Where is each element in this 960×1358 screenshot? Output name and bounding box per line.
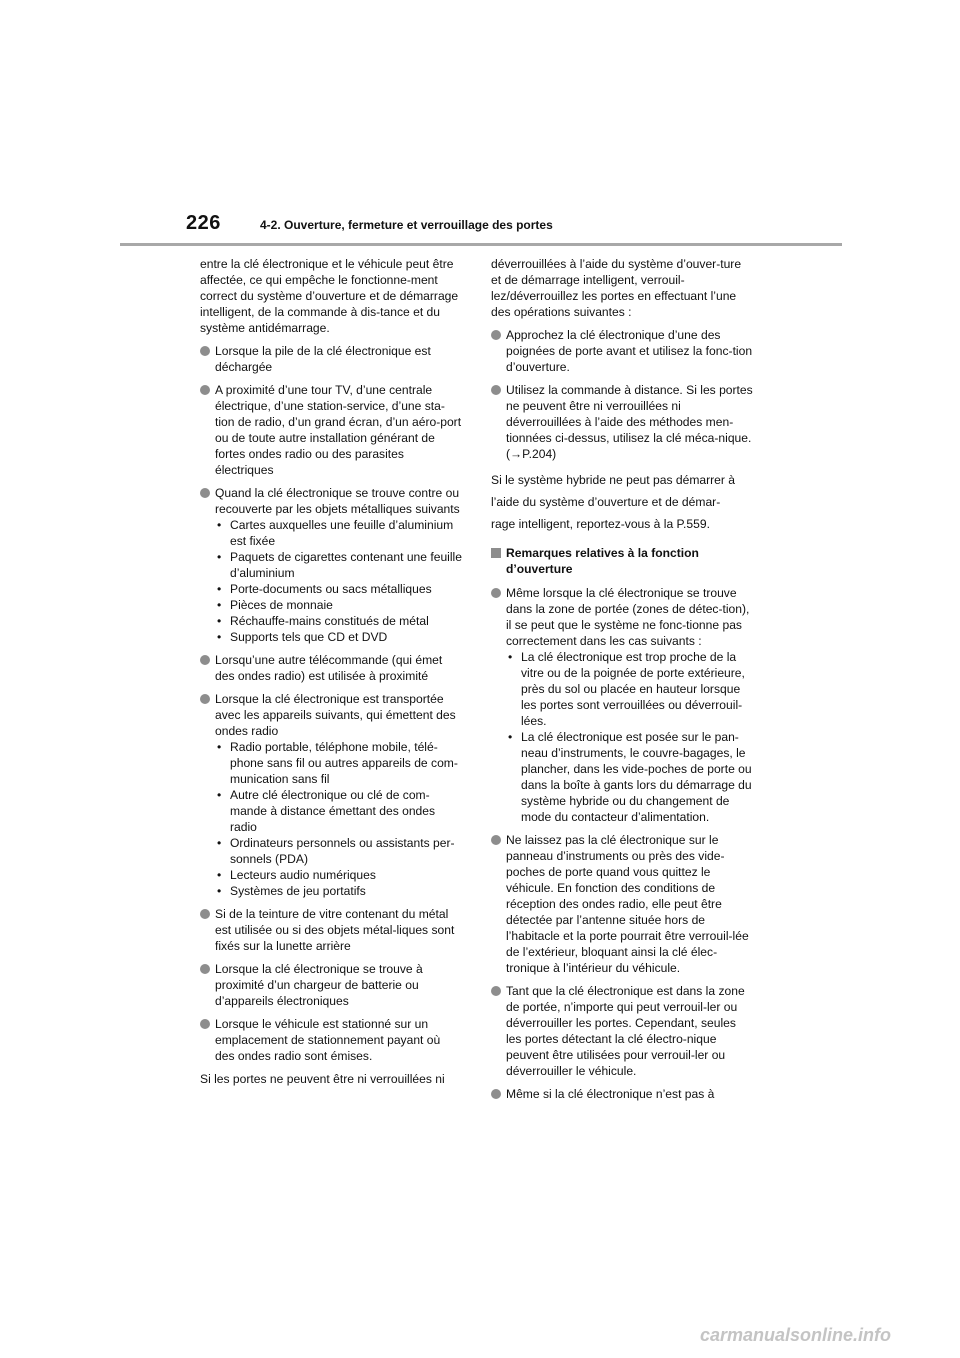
bullet-item	[200, 382, 462, 478]
bullet-item	[491, 327, 753, 375]
sub-item: • Systèmes de jeu portatifs	[217, 884, 366, 898]
bullet-item	[491, 382, 753, 462]
bullet-dot-icon	[200, 909, 210, 919]
sub-item-text: Réchauffe-mains constitués de métal	[230, 614, 429, 628]
bullet-dot-icon	[200, 655, 210, 665]
closing-paragraph: Si les portes ne peuvent être ni verrouillées ni	[200, 1072, 445, 1086]
sub-item: • Porte-documents ou sacs métalliques	[217, 582, 432, 596]
bullet-text: Lorsque la clé électronique est transportée avec les appareils suivants, qui émettent des ondes radio	[215, 692, 456, 738]
bullet-text: Lorsqu’une autre télécommande (qui émet des ondes radio) est utilisée à proximité	[215, 653, 443, 683]
page-number: 226	[186, 212, 221, 234]
bullet-text: Même lorsque la clé électronique se trouve dans la zone de portée (zones de détec-tion), il se peut que le système ne fonc-tionne pas correctement dans les cas suivants :	[506, 586, 750, 648]
sub-item-text: Ordinateurs personnels ou assistants per-sonnels (PDA)	[230, 836, 455, 866]
sub-item-text: Cartes auxquelles une feuille d’aluminium est fixée	[230, 518, 454, 548]
section-heading	[491, 545, 753, 577]
bullet-dot-icon	[200, 346, 210, 356]
sub-item-text: Supports tels que CD et DVD	[230, 630, 388, 644]
hybrid-note-line: l’aide du système d’ouverture et de démar-	[491, 495, 721, 509]
left-column	[200, 256, 462, 1094]
bullet-dot-icon	[200, 964, 210, 974]
bullet-dot-icon	[491, 330, 501, 340]
bullet-text: Ne laissez pas la clé électronique sur le panneau d’instruments ou près des vide-poches de porte quand vous quittez le véhicule. En fonction des conditions de réception des ondes radio, elle peut être détectée par l’antenne située hors de l’habitacle et la porte pourrait être verrouil-lée de l’extérieur, bloquant ainsi la clé élec-tronique à l’intérieur du véhicule.	[506, 833, 749, 975]
sub-item: • Cartes auxquelles une feuille d’aluminium est fixée	[217, 518, 454, 548]
sub-item: • Réchauffe-mains constitués de métal	[217, 614, 429, 628]
bullet-item	[491, 585, 753, 825]
bullet-dot-icon	[491, 1089, 501, 1099]
bullet-item	[491, 983, 753, 1079]
bullet-dot-icon	[491, 385, 501, 395]
header-divider	[120, 243, 842, 246]
sub-item: • La clé électronique est trop proche de la vitre ou de la poignée de porte extérieure, près du sol ou placée en hauteur lorsque les portes sont verrouillées ou déverrouil-lées.	[508, 650, 745, 728]
sub-item-text: Paquets de cigarettes contenant une feuille d’aluminium	[230, 550, 462, 580]
sub-item: • Supports tels que CD et DVD	[217, 630, 388, 644]
square-bullet-icon	[491, 548, 501, 558]
bullet-dot-icon	[200, 694, 210, 704]
sub-item-text: La clé électronique est trop proche de la vitre ou de la poignée de porte extérieure, près du sol ou placée en hauteur lorsque les portes sont verrouillées ou déverrouil-lées.	[521, 650, 745, 728]
sub-item-text: Autre clé électronique ou clé de com-mande à distance émettant des ondes radio	[230, 788, 436, 834]
bullet-dot-icon	[491, 588, 501, 598]
bullet-item	[200, 652, 462, 684]
sub-item-text: Systèmes de jeu portatifs	[230, 884, 366, 898]
bullet-item	[200, 1016, 462, 1064]
watermark-logo: carmanualsonline.info	[700, 1325, 892, 1345]
bullet-dot-icon	[200, 385, 210, 395]
bullet-dot-icon	[200, 488, 210, 498]
sub-item-text: Porte-documents ou sacs métalliques	[230, 582, 432, 596]
sub-item: • Paquets de cigarettes contenant une feuille d’aluminium	[217, 550, 462, 580]
sub-item: • Ordinateurs personnels ou assistants per-sonnels (PDA)	[217, 836, 455, 866]
bullet-text: Approchez la clé électronique d’une des poignées de porte avant et utilisez la fonc-tion d’ouverture.	[506, 328, 753, 374]
bullet-item	[491, 1086, 753, 1102]
sub-item: • Radio portable, téléphone mobile, télé-phone sans fil ou autres appareils de com-munication sans fil	[217, 740, 458, 786]
sub-item: • Autre clé électronique ou clé de com-mande à distance émettant des ondes radio	[217, 788, 436, 834]
hybrid-note-line: Si le système hybride ne peut pas démarrer à	[491, 473, 736, 487]
bullet-text: Lorsque le véhicule est stationné sur un emplacement de stationnement payant où des ondes radio sont émises.	[215, 1017, 441, 1063]
bullet-text: Tant que la clé électronique est dans la zone de portée, n’importe qui peut verrouil-ler ou déverrouiller les portes. Cependant, seules les portes détectant la clé électro-nique peuvent être utilisées pour verrouil-ler ou déverrouiller le véhicule.	[506, 984, 745, 1078]
section-heading-text: Remarques relatives à la fonction d’ouverture	[506, 546, 699, 576]
bullet-text: Si de la teinture de vitre contenant du métal est utilisée ou si des objets métal-liques sont fixés sur la lunette arrière	[215, 907, 455, 953]
bullet-item	[200, 961, 462, 1009]
bullet-dot-icon	[200, 1019, 210, 1029]
intro-paragraph: entre la clé électronique et le véhicule peut être affectée, ce qui empêche le fonctionne-ment correct du système d’ouverture et de démarrage intelligent, de la commande à dis-tance et du système antidémarrage.	[200, 257, 459, 335]
bullet-text: Même si la clé électronique n’est pas à	[506, 1087, 715, 1101]
sub-item-text: Pièces de monnaie	[230, 598, 333, 612]
section-title: 4-2. Ouverture, fermeture et verrouillage des portes	[260, 218, 553, 232]
bullet-text: Lorsque la clé électronique se trouve à proximité d’un chargeur de batterie ou d’appareils électroniques	[215, 962, 423, 1008]
bullet-item	[200, 906, 462, 954]
bullet-dot-icon	[491, 986, 501, 996]
sub-item: • La clé électronique est posée sur le pan-neau d’instruments, le couvre-bagages, le plancher, dans les vide-poches de porte ou dans la boîte à gants lors du démarrage du système hybride ou du changement de mode du contacteur d’alimentation.	[508, 730, 752, 824]
bullet-item	[200, 343, 462, 375]
intro-paragraph: déverrouillées à l’aide du système d’ouver-ture et de démarrage intelligent, verrouil-lez/déverrouillez les portes en effectuant l’une des opérations suivantes :	[491, 257, 742, 319]
bullet-dot-icon	[491, 835, 501, 845]
sub-item: • Lecteurs audio numériques	[217, 868, 376, 882]
bullet-item	[491, 832, 753, 976]
sub-item-text: La clé électronique est posée sur le pan-neau d’instruments, le couvre-bagages, le plancher, dans les vide-poches de porte ou dans la boîte à gants lors du démarrage du système hybride ou du changement de mode du contacteur d’alimentation.	[521, 730, 752, 824]
bullet-text: Quand la clé électronique se trouve contre ou recouverte par les objets métalliques suivants	[215, 486, 460, 516]
bullet-item	[200, 485, 462, 645]
bullet-text: A proximité d’une tour TV, d’une centrale électrique, d’une station-service, d’une sta-tion de radio, d’un grand écran, d’un aéro-port ou de toute autre installation générant de fortes ondes radio ou des parasites électriques	[215, 383, 462, 477]
sub-item-text: Radio portable, téléphone mobile, télé-phone sans fil ou autres appareils de com-munication sans fil	[230, 740, 458, 786]
sub-item-text: Lecteurs audio numériques	[230, 868, 376, 882]
bullet-text: Lorsque la pile de la clé électronique est déchargée	[215, 344, 431, 374]
bullet-item	[200, 691, 462, 899]
hybrid-note-line: rage intelligent, reportez-vous à la P.559.	[491, 517, 710, 531]
bullet-text: Utilisez la commande à distance. Si les portes ne peuvent être ni verrouillées ni déverrouillées à l’aide des méthodes men-tionnées ci-dessus, utilisez la clé méca-nique. (→P.204)	[506, 383, 753, 461]
right-column	[491, 256, 753, 1109]
sub-item: • Pièces de monnaie	[217, 598, 333, 612]
